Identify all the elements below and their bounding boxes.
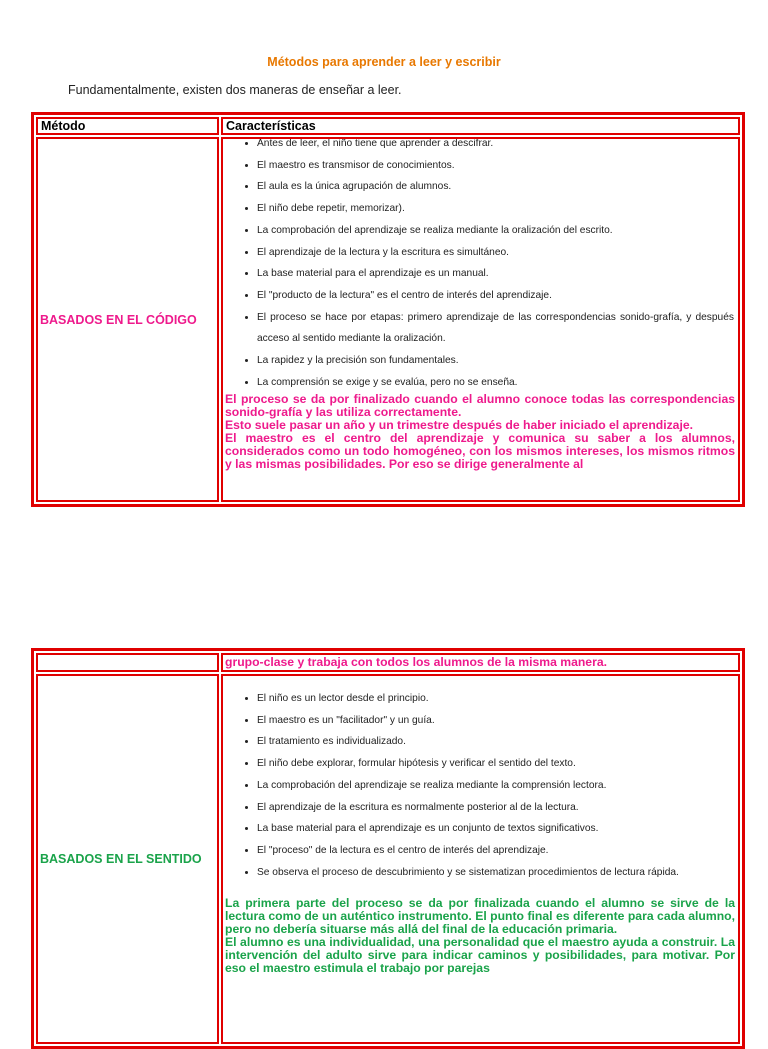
list-item: • La base material para el aprendizaje es un manual. (257, 263, 738, 285)
list-item: • Se observa el proceso de descubrimiento y se sistematizan procedimientos de lectura rápida. (257, 862, 738, 884)
list-item: • El aprendizaje de la escritura es normalmente posterior al de la lectura. (257, 797, 738, 819)
list-item: • El niño debe repetir, memorizar). (257, 198, 738, 220)
list-item: • La comprensión se exige y se evalúa, pero no se enseña. (257, 372, 738, 394)
note-paragraph: El alumno es una individualidad, una personalidad que el maestro ayuda a construir. La intervención del adulto sirve para indicar caminos y posibilidades, para motivar. Por eso el maestro estimula el trabajo por parejas (225, 935, 735, 976)
list-item: • La base material para el aprendizaje es un conjunto de textos significativos. (257, 818, 738, 840)
list-item: • El niño debe explorar, formular hipótesis y verificar el sentido del texto. (257, 753, 738, 775)
note-paragraph: Esto suele pasar un año y un trimestre después de haber iniciado el aprendizaje. (225, 418, 694, 433)
method-sentido: BASADOS EN EL SENTIDO (36, 674, 219, 1044)
feature-list (223, 688, 738, 883)
features-cell-sentido (221, 674, 740, 1044)
list-item: • La comprobación del aprendizaje se realiza mediante la comprensión lectora. (257, 775, 738, 797)
page-title: Métodos para aprender a leer y escribir (267, 55, 501, 69)
list-item: • El proceso se hace por etapas: primero aprendizaje de las correspondencias sonido-grafía, y después acceso al sentido mediante la oralización. (257, 307, 738, 350)
intro-text: Fundamentalmente, existen dos maneras de enseñar a leer. (68, 83, 402, 97)
list-item: • La rapidez y la precisión son fundamentales. (257, 350, 738, 372)
features-cell-codigo (221, 137, 740, 502)
list-item: • El "producto de la lectura" es el centro de interés del aprendizaje. (257, 285, 738, 307)
header-metodo: Método (36, 117, 219, 135)
list-item: • El maestro es un "facilitador" y un guía. (257, 710, 738, 732)
continuation-text: grupo-clase y trabaja con todos los alumnos de la misma manera. (221, 653, 740, 672)
method-codigo: BASADOS EN EL CÓDIGO (36, 137, 219, 502)
list-item: • El aula es la única agrupación de alumnos. (257, 176, 738, 198)
list-item: • El niño es un lector desde el principio. (257, 688, 738, 710)
list-item: • La comprobación del aprendizaje se realiza mediante la oralización del escrito. (257, 220, 738, 242)
list-item: • El maestro es transmisor de conocimientos. (257, 155, 738, 177)
list-item: • Antes de leer, el niño tiene que aprender a descifrar. (257, 137, 738, 155)
list-item: • El "proceso" de la lectura es el centro de interés del aprendizaje. (257, 840, 738, 862)
note-paragraph: El maestro es el centro del aprendizaje y comunica su saber a los alumnos, considerados como un todo homogéneo, con los mismos intereses, los mismos ritmos y las mismas posibilidades. Por eso se dirige generalmente al (225, 431, 735, 472)
empty-cell (36, 653, 219, 672)
methods-table-sentido (31, 648, 745, 1049)
list-item: • El tratamiento es individualizado. (257, 731, 738, 753)
feature-list (223, 137, 738, 393)
note-paragraph: El proceso se da por finalizado cuando el alumno conoce todas las correspondencias sonido-grafía y las utiliza correctamente. (225, 392, 735, 420)
header-caracteristicas: Características (221, 117, 740, 135)
list-item: • El aprendizaje de la lectura y la escritura es simultáneo. (257, 242, 738, 264)
methods-table-codigo (31, 112, 745, 507)
note-paragraph: La primera parte del proceso se da por finalizada cuando el alumno se sirve de la lectura como de un auténtico instrumento. El punto final es diferente para cada alumno, pero no debería situarse más allá del final de la educación primaria. (225, 896, 735, 937)
